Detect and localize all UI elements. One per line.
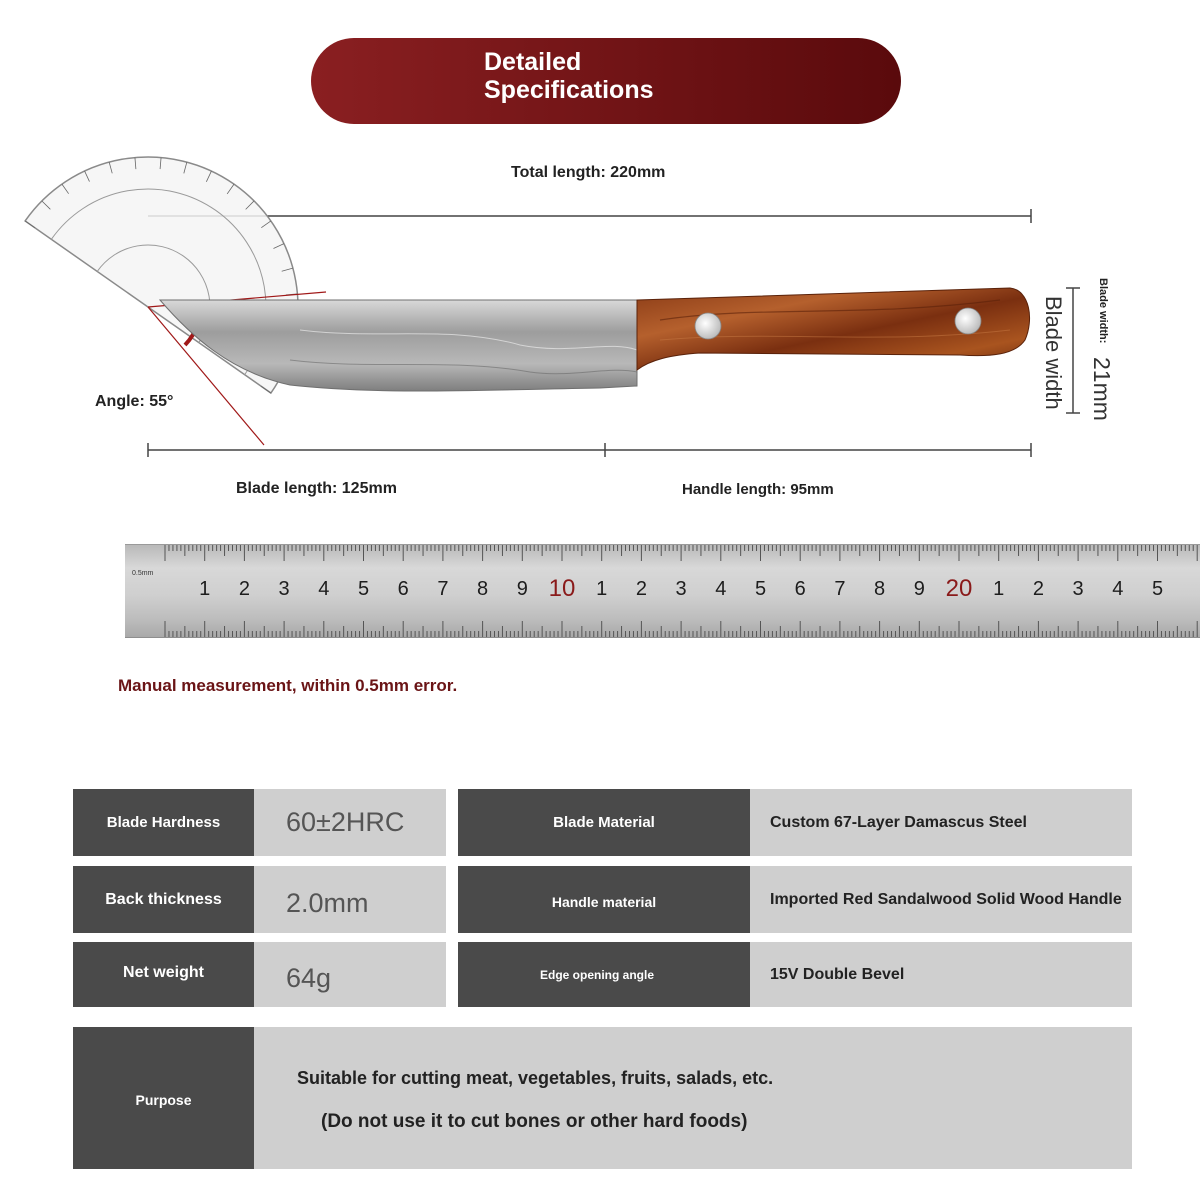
handle-material-label: Handle material: [458, 866, 750, 933]
handle-rivet: [695, 313, 721, 339]
ruler-number: 8: [874, 578, 886, 600]
handle-length-label: Handle length: 95mm: [682, 481, 834, 498]
back-thickness-value: 2.0mm: [254, 866, 446, 933]
knife-blade: [160, 300, 637, 391]
ruler-number: 9: [516, 578, 528, 600]
measuring-ruler: [125, 544, 1200, 638]
knife-diagram: [0, 0, 1200, 520]
ruler-number: 7: [834, 578, 846, 600]
blade-width-label: Blade width: [1041, 296, 1066, 410]
ruler-number: 3: [1072, 578, 1084, 600]
total-length-label: Total length: 220mm: [511, 164, 666, 181]
blade-material-value: Custom 67-Layer Damascus Steel: [750, 789, 1132, 856]
purpose-line-2: (Do not use it to cut bones or other hard foods): [321, 1111, 748, 1132]
edge-angle-value: 15V Double Bevel: [750, 942, 1132, 1007]
handle-material-value: Imported Red Sandalwood Solid Wood Handle: [750, 866, 1132, 933]
ruler-number: 2: [1032, 578, 1044, 600]
ruler-number: 7: [437, 578, 449, 600]
ruler-number: 1: [993, 578, 1005, 600]
angle-label: Angle: 55°: [95, 393, 174, 410]
ruler-number: 3: [675, 578, 687, 600]
ruler-number: 8: [477, 578, 489, 600]
ruler-number: 1: [596, 578, 608, 600]
purpose-line-1: Suitable for cutting meat, vegetables, fruits, salads, etc.: [297, 1068, 774, 1088]
ruler-number: 4: [318, 578, 330, 600]
ruler-number: 20: [945, 575, 973, 602]
ruler-number: 6: [794, 578, 806, 600]
handle-rivet: [955, 308, 981, 334]
blade-width-value: 21mm: [1089, 357, 1115, 421]
ruler-number: 6: [397, 578, 409, 600]
title-line-2: Specifications: [484, 76, 654, 104]
net-weight-label: Net weight: [73, 942, 254, 1007]
blade-hardness-value: 60±2HRC: [254, 789, 446, 856]
title-line-1: Detailed: [484, 48, 582, 76]
back-thickness-label: Back thickness: [73, 866, 254, 933]
ruler-number: 1: [199, 578, 211, 600]
net-weight-value: 64g: [254, 942, 446, 1007]
edge-angle-label: Edge opening angle: [458, 942, 750, 1007]
ruler-number: 2: [635, 578, 647, 600]
ruler-number: 10: [548, 575, 576, 602]
ruler-number: 2: [238, 578, 250, 600]
measurement-note: Manual measurement, within 0.5mm error.: [118, 676, 458, 695]
purpose-value-cell: [254, 1027, 1132, 1169]
ruler-number: 4: [1112, 578, 1124, 600]
ruler-number: 9: [913, 578, 925, 600]
blade-material-label: Blade Material: [458, 789, 750, 856]
blade-width-small-label: Blade width:: [1097, 278, 1109, 344]
ruler-scale-label: 0.5mm: [132, 570, 154, 577]
ruler-number: 5: [1151, 578, 1164, 600]
ruler-number: 5: [357, 578, 370, 600]
purpose-label: Purpose: [73, 1027, 254, 1169]
blade-length-label: Blade length: 125mm: [236, 480, 397, 497]
ruler-number: 5: [754, 578, 767, 600]
ruler-number: 3: [278, 578, 290, 600]
ruler-number: 4: [715, 578, 727, 600]
blade-hardness-label: Blade Hardness: [73, 789, 254, 856]
